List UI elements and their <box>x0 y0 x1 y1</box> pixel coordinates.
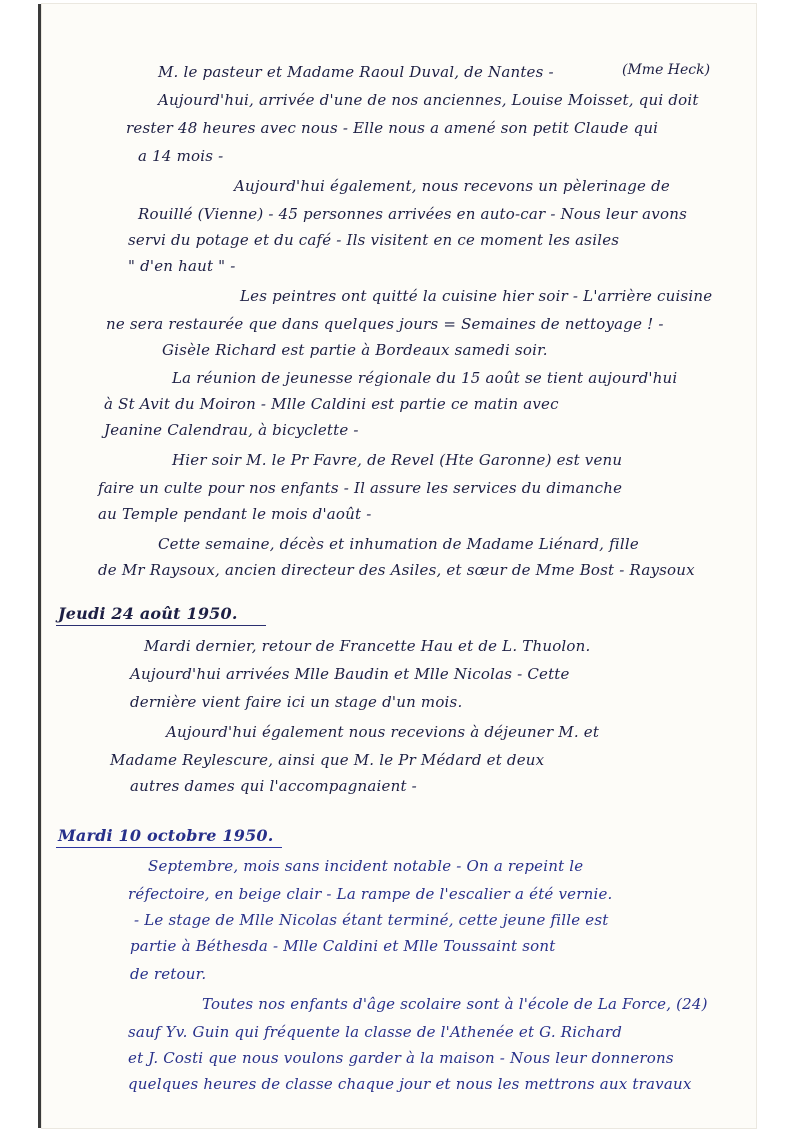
text-line: " d'en haut " - <box>128 257 236 275</box>
text-line: Aujourd'hui arrivées Mlle Baudin et Mlle Nicolas - Cette <box>130 665 570 683</box>
text-line: et J. Costi que nous voulons garder à la maison - Nous leur donnerons <box>128 1049 674 1067</box>
text-line: Aujourd'hui également, nous recevons un pèlerinage de <box>234 177 670 195</box>
text-line: Rouillé (Vienne) - 45 personnes arrivées en auto-car - Nous leur avons <box>138 205 687 223</box>
text-line: Madame Reylescure, ainsi que M. le Pr Médard et deux <box>110 751 545 769</box>
text-line: à St Avit du Moiron - Mlle Caldini est partie ce matin avec <box>104 395 559 413</box>
text-line: M. le pasteur et Madame Raoul Duval, de Nantes - <box>158 63 554 81</box>
text-line: Septembre, mois sans incident notable - On a repeint le <box>148 857 584 875</box>
date-heading: Jeudi 24 août 1950. <box>58 604 238 623</box>
text-line: sauf Yv. Guin qui fréquente la classe de l'Athenée et G. Richard <box>128 1023 623 1041</box>
text-line: Toutes nos enfants d'âge scolaire sont à l'école de La Force, (24) <box>202 995 708 1013</box>
text-line: Les peintres ont quitté la cuisine hier soir - L'arrière cuisine <box>240 287 713 305</box>
text-line: réfectoire, en beige clair - La rampe de l'escalier a été vernie. <box>128 885 613 903</box>
text-line: Gisèle Richard est partie à Bordeaux samedi soir. <box>162 341 548 359</box>
text-line: Hier soir M. le Pr Favre, de Revel (Hte Garonne) est venu <box>172 451 623 469</box>
text-line: Aujourd'hui également nous recevions à déjeuner M. et <box>166 723 600 741</box>
text-line: de Mr Raysoux, ancien directeur des Asiles, et sœur de Mme Bost - Raysoux <box>98 561 695 579</box>
heading-underline <box>56 847 282 848</box>
text-line: Jeanine Calendrau, à bicyclette - <box>104 421 359 439</box>
text-line: au Temple pendant le mois d'août - <box>98 505 372 523</box>
text-line: servi du potage et du café - Ils visitent en ce moment les asiles <box>128 231 620 249</box>
text-line: rester 48 heures avec nous - Elle nous a amené son petit Claude qui <box>126 119 659 137</box>
text-line: La réunion de jeunesse régionale du 15 août se tient aujourd'hui <box>172 369 678 387</box>
text-line: dernière vient faire ici un stage d'un mois. <box>130 693 463 711</box>
text-line: Mardi dernier, retour de Francette Hau et de L. Thuolon. <box>144 637 591 655</box>
text-line: a 14 mois - <box>138 147 224 165</box>
text-line: autres dames qui l'accompagnaient - <box>130 777 417 795</box>
date-heading: Mardi 10 octobre 1950. <box>58 826 274 845</box>
handwritten-page <box>42 4 756 1128</box>
text-line: Aujourd'hui, arrivée d'une de nos anciennes, Louise Moisset, qui doit <box>158 91 699 109</box>
text-line: de retour. <box>130 965 207 983</box>
margin-note: (Mme Heck) <box>622 62 711 78</box>
text-line: partie à Béthesda - Mlle Caldini et Mlle Toussaint sont <box>130 937 556 955</box>
text-line: - Le stage de Mlle Nicolas étant terminé, cette jeune fille est <box>134 911 609 929</box>
heading-underline <box>56 625 266 626</box>
text-line: quelques heures de classe chaque jour et nous les mettrons aux travaux <box>128 1075 692 1093</box>
text-line: Cette semaine, décès et inhumation de Madame Liénard, fille <box>158 535 639 553</box>
text-line: faire un culte pour nos enfants - Il assure les services du dimanche <box>98 479 623 497</box>
text-line: ne sera restaurée que dans quelques jours = Semaines de nettoyage ! - <box>106 315 664 333</box>
